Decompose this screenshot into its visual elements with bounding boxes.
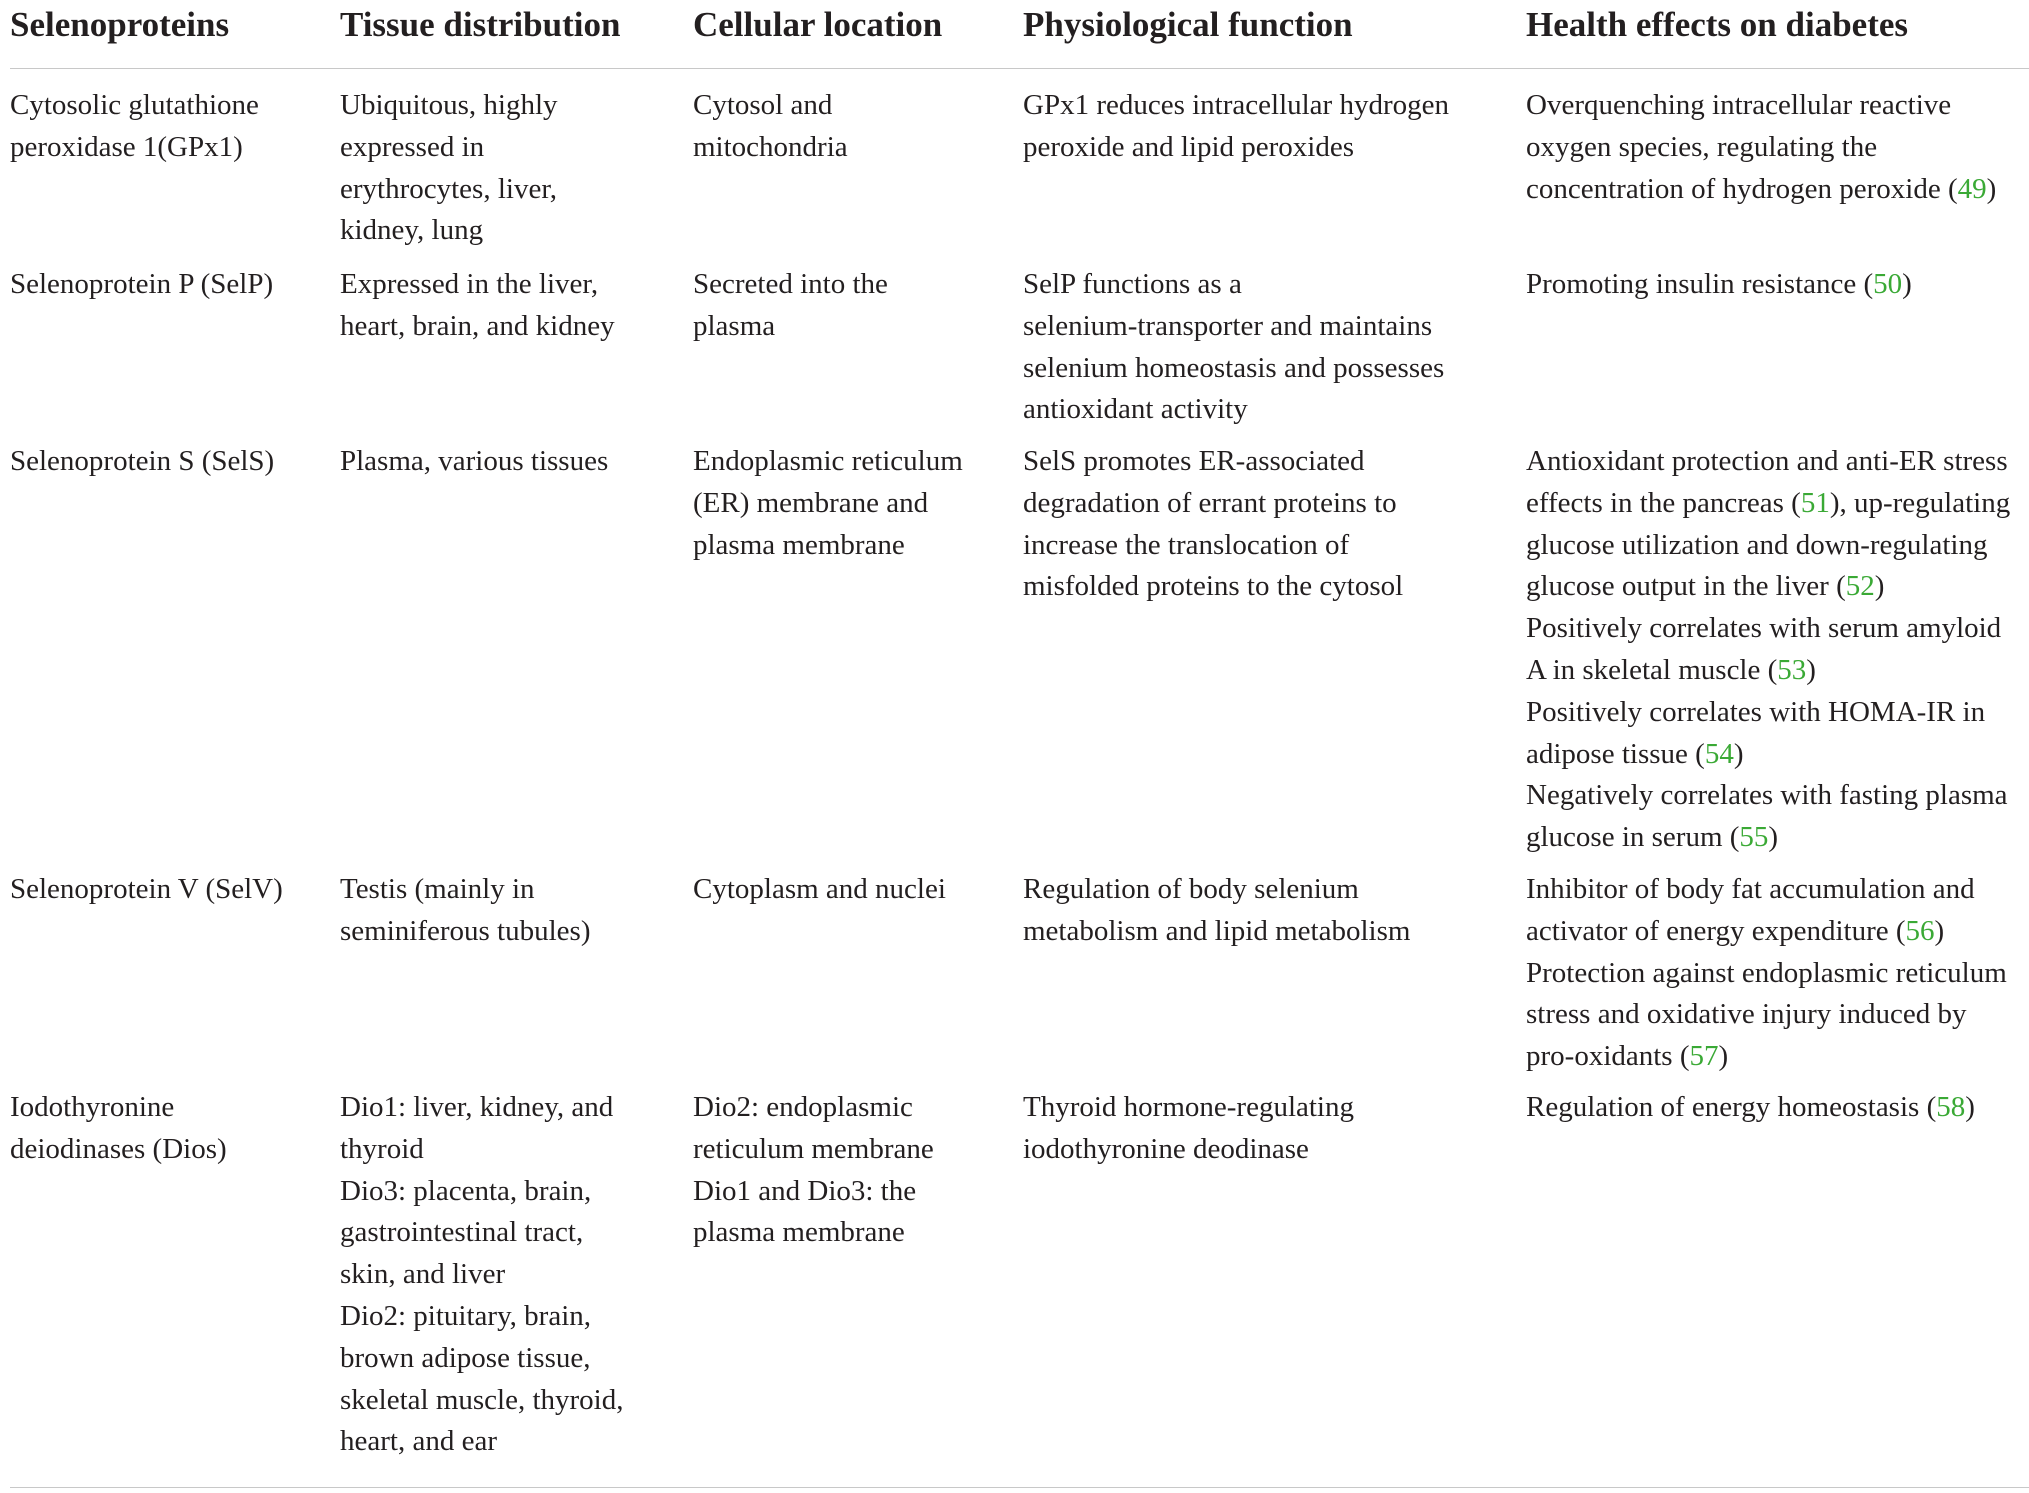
cell-line: metabolism and lipid metabolism <box>1023 914 1411 947</box>
cell-text: oxygen species, regulating the <box>1526 130 1878 163</box>
cell-text: ), up-regulating <box>1829 486 2011 519</box>
reference-link[interactable]: 56 <box>1905 914 1935 947</box>
selenoprotein-table <box>10 0 2029 1488</box>
cell-health-effects <box>1526 264 2026 306</box>
cell-line: seminiferous tubules) <box>340 914 591 947</box>
cell-selenoprotein <box>10 1087 340 1171</box>
cell-line <box>1526 1087 2026 1129</box>
cell-line: peroxide and lipid peroxides <box>1023 130 1354 163</box>
cell-cellular-location <box>693 1087 1023 1254</box>
cell-text: stress and oxidative injury induced by <box>1526 998 1967 1031</box>
reference-link[interactable]: 57 <box>1689 1040 1719 1073</box>
cell-line <box>1526 441 2026 483</box>
reference-link[interactable]: 58 <box>1936 1091 1966 1123</box>
cell-line: increase the translocation of <box>1023 528 1350 561</box>
cell-text: ) <box>1768 821 1779 854</box>
cell-line: selenium homeostasis and possesses <box>1023 351 1445 384</box>
cell-tissue-distribution <box>340 441 693 483</box>
cell-line: Iodothyronine <box>10 1091 175 1123</box>
cell-line: Dio1 and Dio3: the <box>693 1174 917 1207</box>
table-body <box>10 69 2029 1487</box>
cell-line <box>1526 650 2026 692</box>
cell-line: Cytosol and <box>693 89 833 121</box>
cell-text: glucose in serum ( <box>1526 821 1740 854</box>
cell-tissue-distribution <box>340 264 693 348</box>
cell-line <box>1526 775 2026 817</box>
table-bottom-rule <box>10 1487 2029 1488</box>
cell-line <box>1526 1036 2026 1078</box>
cell-text: Promoting insulin resistance ( <box>1526 268 1874 300</box>
header-physiological-function: Physiological function <box>1023 5 1353 44</box>
cell-line: misfolded proteins to the cytosol <box>1023 570 1404 603</box>
cell-text: Inhibitor of body fat accumulation and <box>1526 873 1975 905</box>
cell-line <box>1526 994 2026 1036</box>
header-health-effects: Health effects on diabetes <box>1526 5 1909 44</box>
cell-text: ) <box>1986 172 1997 205</box>
cell-physiological-function <box>1023 264 1526 431</box>
cell-text: Protection against endoplasmic reticulum <box>1526 956 2007 989</box>
table-row <box>10 69 2029 264</box>
table-row <box>10 441 2029 869</box>
cell-line: reticulum membrane <box>693 1132 934 1165</box>
table-header-row <box>10 0 2029 69</box>
reference-link[interactable]: 51 <box>1800 486 1830 519</box>
cell-text: glucose utilization and down-regulating <box>1526 528 1988 561</box>
cell-line: Selenoprotein V (SelV) <box>10 873 283 905</box>
cell-selenoprotein <box>10 869 340 911</box>
cell-health-effects <box>1526 441 2026 859</box>
cell-line: GPx1 reduces intracellular hydrogen <box>1023 89 1449 121</box>
cell-tissue-distribution <box>340 85 693 252</box>
cell-line: SelP functions as a <box>1023 268 1242 300</box>
cell-tissue-distribution <box>340 869 693 953</box>
cell-line: Ubiquitous, highly <box>340 89 558 121</box>
cell-line <box>1526 734 2026 776</box>
cell-text: adipose tissue ( <box>1526 737 1705 770</box>
cell-line: Testis (mainly in <box>340 873 535 905</box>
cell-line: kidney, lung <box>340 214 484 247</box>
cell-line: Cytosolic glutathione <box>10 89 259 121</box>
cell-line <box>1526 608 2026 650</box>
cell-line: (ER) membrane and <box>693 486 929 519</box>
cell-text: ) <box>1874 570 1885 603</box>
cell-text: pro-oxidants ( <box>1526 1040 1690 1073</box>
cell-text: concentration of hydrogen peroxide ( <box>1526 172 1958 205</box>
cell-cellular-location <box>693 264 1023 348</box>
cell-physiological-function <box>1023 85 1526 169</box>
cell-line: peroxidase 1(GPx1) <box>10 130 243 163</box>
reference-link[interactable]: 53 <box>1777 653 1807 686</box>
cell-text: Regulation of energy homeostasis ( <box>1526 1091 1937 1123</box>
reference-link[interactable]: 49 <box>1957 172 1987 205</box>
cell-line: erythrocytes, liver, <box>340 172 558 205</box>
cell-text: activator of energy expenditure ( <box>1526 914 1906 947</box>
cell-selenoprotein <box>10 85 340 169</box>
header-selenoproteins: Selenoproteins <box>10 5 230 44</box>
cell-line: selenium-transporter and maintains <box>1023 309 1433 342</box>
cell-line <box>1526 869 2026 911</box>
cell-line <box>1526 692 2026 734</box>
cell-text: Antioxidant protection and anti-ER stress <box>1526 445 2008 477</box>
cell-physiological-function <box>1023 869 1526 953</box>
cell-line: skeletal muscle, thyroid, <box>340 1383 624 1416</box>
cell-line: skin, and liver <box>340 1258 506 1291</box>
cell-line: deiodinases (Dios) <box>10 1132 227 1165</box>
cell-text: Overquenching intracellular reactive <box>1526 89 1952 121</box>
cell-text: ) <box>1902 268 1912 300</box>
cell-line: Cytoplasm and nuclei <box>693 873 946 905</box>
cell-text: Negatively correlates with fasting plasma <box>1526 779 2008 812</box>
cell-line <box>1526 817 2026 859</box>
cell-line: plasma membrane <box>693 528 905 561</box>
header-cellular-location: Cellular location <box>693 5 943 44</box>
cell-line <box>1526 483 2026 525</box>
cell-line: Dio1: liver, kidney, and <box>340 1091 614 1123</box>
cell-line: gastrointestinal tract, <box>340 1216 584 1249</box>
cell-physiological-function <box>1023 1087 1526 1171</box>
reference-link[interactable]: 52 <box>1845 570 1875 603</box>
cell-line: Dio2: pituitary, brain, <box>340 1299 592 1332</box>
reference-link[interactable]: 50 <box>1873 268 1903 300</box>
reference-link[interactable]: 54 <box>1704 737 1734 770</box>
cell-text: ) <box>1934 914 1945 947</box>
cell-health-effects <box>1526 869 2026 1078</box>
table-row <box>10 1087 2029 1487</box>
cell-line <box>1526 525 2026 567</box>
cell-line: expressed in <box>340 130 485 163</box>
cell-health-effects <box>1526 85 2026 210</box>
cell-line: iodothyronine deodinase <box>1023 1132 1309 1165</box>
cell-line <box>1526 566 2026 608</box>
table-row <box>10 264 2029 441</box>
cell-line: plasma membrane <box>693 1216 905 1249</box>
cell-cellular-location <box>693 869 1023 911</box>
cell-line: Dio3: placenta, brain, <box>340 1174 592 1207</box>
cell-line: Endoplasmic reticulum <box>693 445 963 477</box>
cell-text: A in skeletal muscle ( <box>1526 653 1778 686</box>
cell-line: degradation of errant proteins to <box>1023 486 1397 519</box>
cell-text: glucose output in the liver ( <box>1526 570 1846 603</box>
cell-text: ) <box>1718 1040 1729 1073</box>
cell-physiological-function <box>1023 441 1526 608</box>
cell-line: heart, and ear <box>340 1425 497 1458</box>
header-tissue-distribution: Tissue distribution <box>340 5 621 44</box>
cell-selenoprotein <box>10 441 340 483</box>
cell-line <box>1526 953 2026 995</box>
cell-text: ) <box>1733 737 1744 770</box>
cell-cellular-location <box>693 441 1023 566</box>
cell-text: Positively correlates with HOMA-IR in <box>1526 695 1986 728</box>
cell-line: thyroid <box>340 1132 424 1165</box>
cell-line: heart, brain, and kidney <box>340 309 615 342</box>
cell-line <box>1526 127 2026 169</box>
cell-text: Positively correlates with serum amyloid <box>1526 612 2002 645</box>
cell-text: ) <box>1965 1091 1975 1123</box>
cell-text: ) <box>1806 653 1816 686</box>
cell-health-effects <box>1526 1087 2026 1129</box>
cell-line: Secreted into the <box>693 268 888 300</box>
cell-line: Dio2: endoplasmic <box>693 1091 913 1123</box>
cell-line: Plasma, various tissues <box>340 445 609 477</box>
cell-line <box>1526 169 2026 211</box>
cell-line: mitochondria <box>693 130 848 163</box>
cell-line <box>1526 911 2026 953</box>
cell-line <box>1526 264 2026 306</box>
table-row <box>10 869 2029 1087</box>
reference-link[interactable]: 55 <box>1739 821 1769 854</box>
cell-line: Selenoprotein P (SelP) <box>10 268 274 300</box>
cell-text: effects in the pancreas ( <box>1526 486 1801 519</box>
cell-line: brown adipose tissue, <box>340 1341 591 1374</box>
cell-line: antioxidant activity <box>1023 393 1248 426</box>
cell-line <box>1526 85 2026 127</box>
cell-cellular-location <box>693 85 1023 169</box>
cell-line: plasma <box>693 309 776 342</box>
cell-line: SelS promotes ER-associated <box>1023 445 1365 477</box>
cell-line: Thyroid hormone-regulating <box>1023 1091 1354 1123</box>
cell-line: Expressed in the liver, <box>340 268 599 300</box>
cell-selenoprotein <box>10 264 340 306</box>
cell-line: Regulation of body selenium <box>1023 873 1359 905</box>
cell-tissue-distribution <box>340 1087 693 1463</box>
cell-line: Selenoprotein S (SelS) <box>10 445 275 477</box>
